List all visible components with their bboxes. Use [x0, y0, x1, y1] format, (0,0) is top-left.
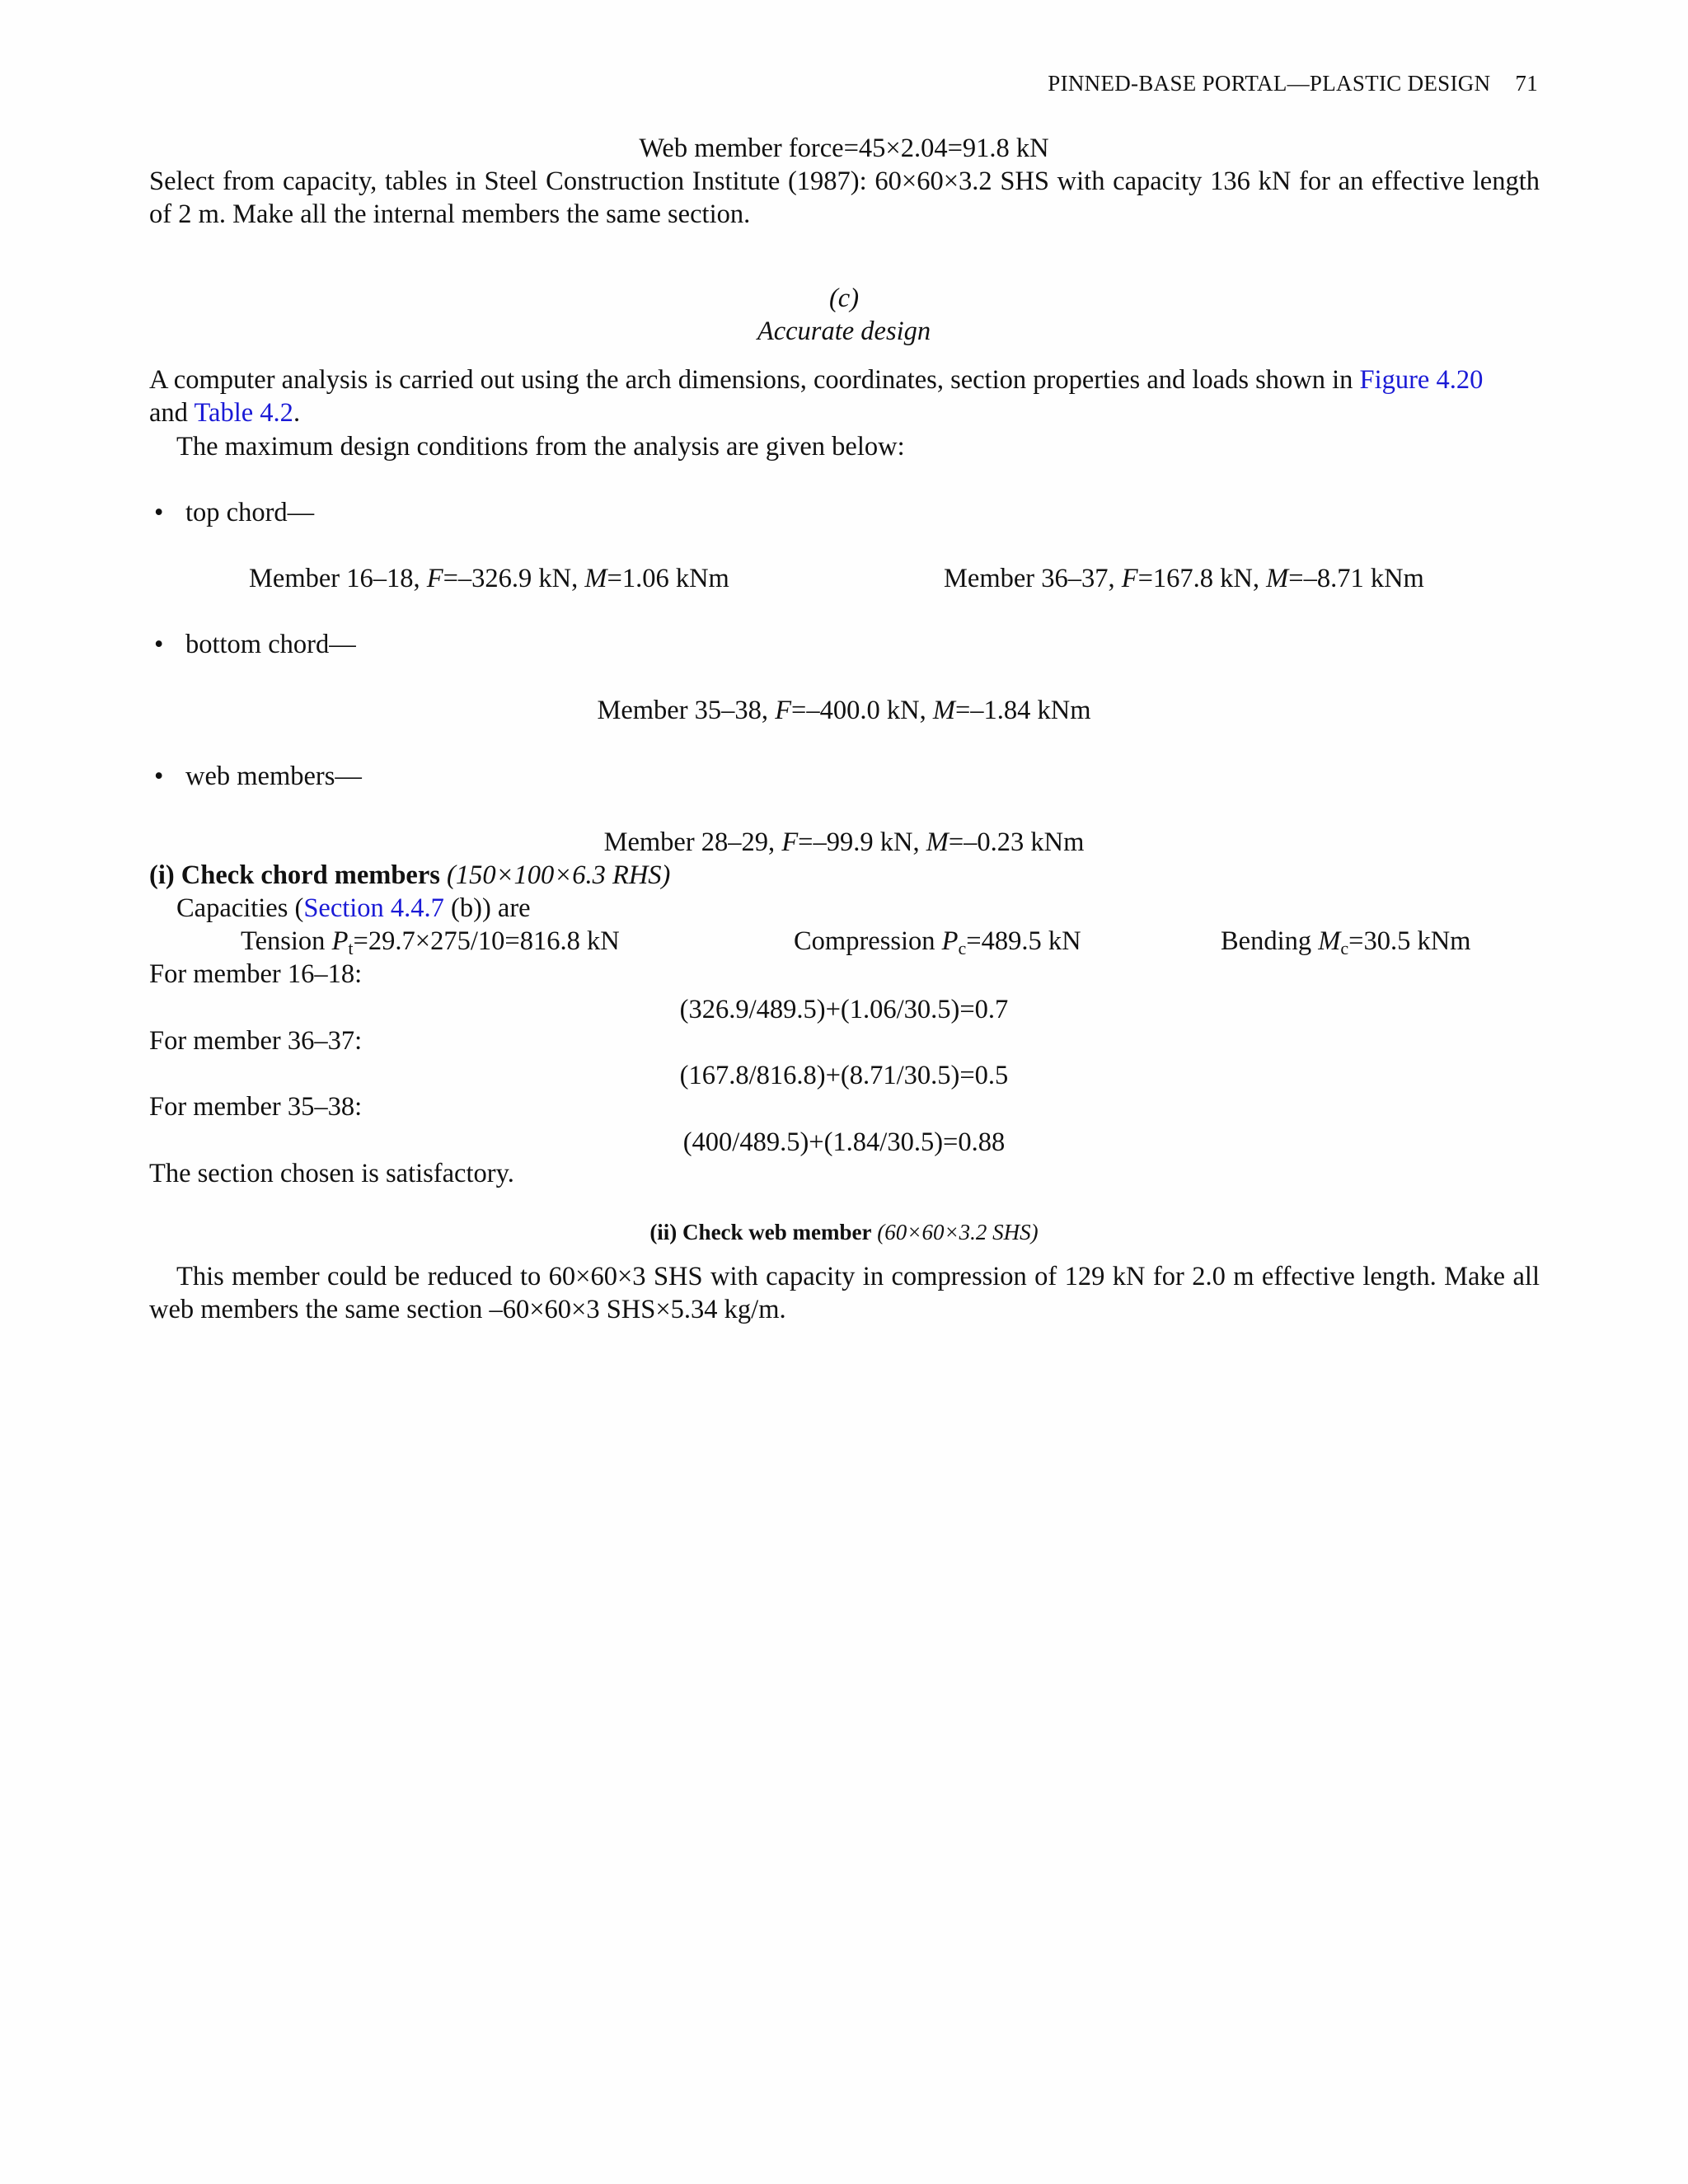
compression-symbol: P	[941, 926, 959, 956]
bullet-web-label: web members—	[185, 762, 362, 791]
force-symbol: F	[426, 564, 443, 593]
and-text: and	[149, 398, 195, 428]
compression-subscript: c	[958, 938, 967, 958]
max-conditions-text: The maximum design conditions from the analysis are given below:	[176, 432, 905, 462]
analysis-paragraph	[149, 363, 1540, 429]
compression-label: Compression	[794, 926, 942, 956]
equation-35-38: (400/489.5)+(1.84/30.5)=0.88	[682, 1127, 1006, 1157]
bullet-bottom-label: bottom chord—	[185, 630, 356, 659]
check-chord-heading	[149, 859, 670, 892]
moment-symbol: M	[1266, 564, 1289, 593]
check-web-heading	[0, 1218, 1688, 1246]
member-label: Member 35–38,	[597, 696, 776, 725]
bending-subscript: c	[1340, 938, 1349, 958]
tension-subscript: t	[348, 938, 354, 958]
analysis-text: A computer analysis is carried out using the arch dimensions, coordinates, section properties and loads shown in	[149, 365, 1360, 395]
section-link[interactable]: Section 4.4.7	[303, 893, 444, 923]
member-16-18	[249, 562, 729, 595]
bullet-top-label: top chord—	[185, 498, 315, 527]
for-member-16-18: For member 16–18:	[149, 959, 363, 989]
tension-symbol: P	[331, 926, 349, 956]
section-label-text: (c)	[828, 284, 860, 313]
bullet-web-members	[154, 760, 362, 793]
check-web-section: (60×60×3.2 SHS)	[877, 1220, 1039, 1244]
moment-value: =–0.23 kNm	[948, 827, 1085, 857]
page-number: 71	[1515, 71, 1538, 96]
bullet-marker: •	[154, 630, 164, 659]
force-value: =–400.0 kN,	[791, 696, 933, 725]
check-chord-section: (150×100×6.3 RHS)	[447, 860, 671, 890]
force-symbol: F	[1121, 564, 1138, 593]
capacities-text: Capacities (	[176, 893, 304, 923]
moment-symbol: M	[932, 696, 955, 725]
bending-label: Bending	[1221, 926, 1319, 956]
bullet-bottom-chord	[154, 628, 356, 661]
force-symbol: F	[775, 696, 792, 725]
capacities-line	[176, 892, 531, 925]
equation-36-37: (167.8/816.8)+(8.71/30.5)=0.5	[679, 1061, 1009, 1090]
check-chord-title: (i) Check chord members	[149, 860, 440, 890]
select-paragraph: Select from capacity, tables in Steel Construction Institute (1987): 60×60×3.2 SHS with capacity 136 kN for an effective length of 2 m. Make all the internal members the same section.	[149, 166, 1540, 229]
member-label: Member 16–18,	[249, 564, 427, 593]
bending-value: =30.5 kNm	[1348, 926, 1471, 956]
member-35-38	[0, 694, 1688, 727]
running-header	[1048, 71, 1538, 96]
tension-label: Tension	[241, 926, 332, 956]
bending-capacity	[1221, 925, 1470, 958]
force-value: =167.8 kN,	[1137, 564, 1267, 593]
force-value: =–326.9 kN,	[443, 564, 585, 593]
section-title-text: Accurate design	[757, 316, 931, 346]
member-label: Member 36–37,	[944, 564, 1122, 593]
capacities-end: (b)) are	[443, 893, 531, 923]
running-title: PINNED-BASE PORTAL—PLASTIC DESIGN	[1048, 71, 1491, 96]
tension-value: =29.7×275/10=816.8 kN	[353, 926, 620, 956]
section-title	[0, 315, 1688, 348]
bullet-marker: •	[154, 498, 164, 527]
moment-value: =–8.71 kNm	[1288, 564, 1424, 593]
moment-symbol: M	[926, 827, 949, 857]
force-symbol: F	[781, 827, 799, 857]
compression-value: =489.5 kN	[966, 926, 1081, 956]
section-label	[0, 282, 1688, 315]
equation-16-18: (326.9/489.5)+(1.06/30.5)=0.7	[679, 995, 1009, 1024]
period-text: .	[293, 398, 301, 428]
moment-value: =1.06 kNm	[607, 564, 729, 593]
conclusion-text: The section chosen is satisfactory.	[149, 1159, 514, 1188]
tension-capacity	[241, 925, 620, 958]
compression-capacity	[794, 925, 1081, 958]
bending-symbol: M	[1318, 926, 1341, 956]
moment-symbol: M	[584, 564, 607, 593]
for-member-36-37: For member 36–37:	[149, 1026, 363, 1056]
bullet-top-chord	[154, 496, 314, 529]
web-member-paragraph: This member could be reduced to 60×60×3 SHS with capacity in compression of 129 kN for 2.0 m effective length. Make all web members the same section –60×60×3 SHS×5.34 kg/m.	[149, 1262, 1540, 1324]
web-force-equation: Web member force=45×2.04=91.8 kN	[639, 134, 1049, 163]
check-web-title: (ii) Check web member	[649, 1220, 872, 1244]
moment-value: =–1.84 kNm	[954, 696, 1091, 725]
force-value: =–99.9 kN,	[798, 827, 926, 857]
member-28-29	[0, 826, 1688, 859]
member-36-37	[944, 562, 1424, 595]
for-member-35-38: For member 35–38:	[149, 1092, 363, 1122]
figure-link[interactable]: Figure 4.20	[1359, 365, 1484, 395]
bullet-marker: •	[154, 762, 164, 791]
table-link[interactable]: Table 4.2	[194, 398, 293, 428]
member-label: Member 28–29,	[603, 827, 782, 857]
